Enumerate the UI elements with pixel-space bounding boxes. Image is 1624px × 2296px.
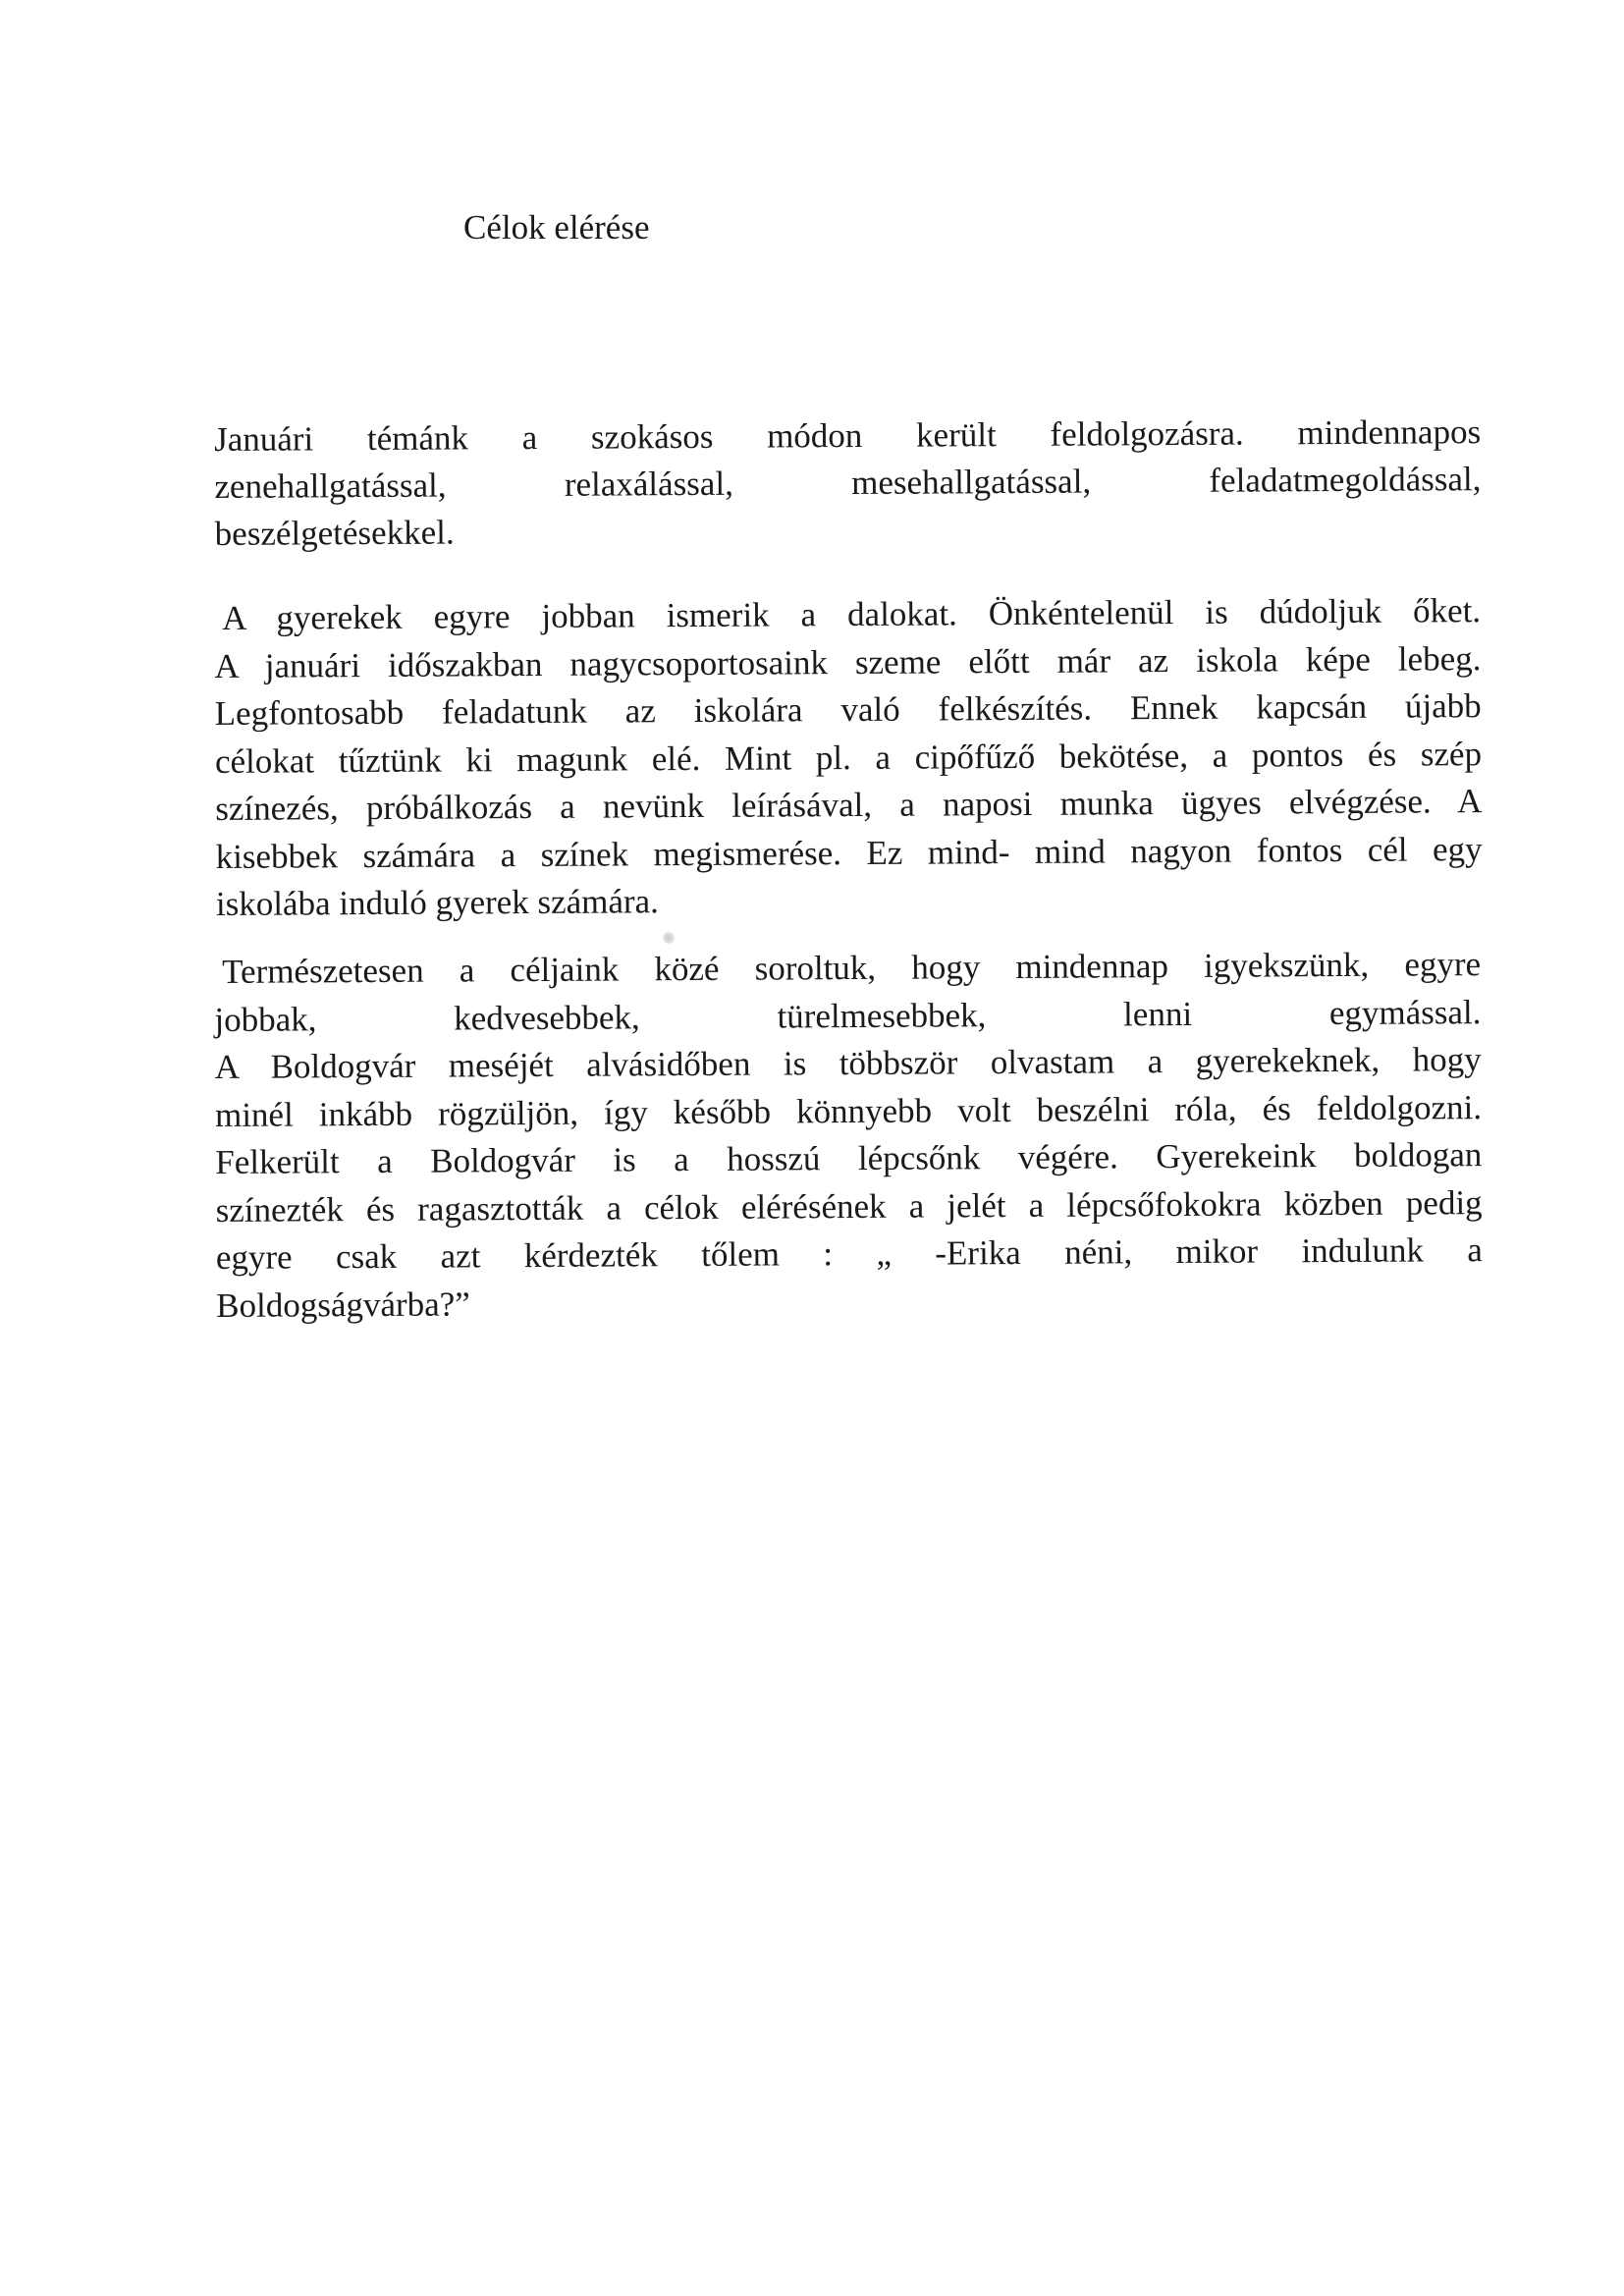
paragraph-line: Természetesen a céljaink közé soroltuk, hogy mindennap igyekszünk, egyre [222, 945, 1482, 991]
paragraph-line: Januári témánk a szokásos módon került feldolgozásra. mindennapos [214, 412, 1482, 459]
paragraph-line: színezés, próbálkozás a nevünk leírásával, a naposi munka ügyes elvégzése. A [215, 782, 1483, 828]
paragraph-line: Legfontosabb feladatunk az iskolára való felkészítés. Ennek kapcsán újabb [214, 686, 1482, 733]
paragraph-2 [214, 587, 1483, 928]
paragraph-line: Boldogságvárba?” [216, 1284, 470, 1325]
paragraph-line: Felkerült a Boldogvár is a hosszú lépcsőnk végére. Gyerekeink boldogan [215, 1135, 1483, 1181]
paragraph-3 [214, 941, 1483, 1330]
paragraph-line: minél inkább rögzüljön, így később könnyebb volt beszélni róla, és feldolgozni. [214, 1087, 1483, 1134]
paragraph-line: beszélgetésekkel. [214, 513, 455, 553]
paragraph-line: kisebbek számára a színek megismerése. Ez mind- mind nagyon fontos cél egy [215, 829, 1483, 876]
paragraph-line: A januári időszakban nagycsoportosaink szeme előtt már az iskola képe lebeg. [214, 638, 1482, 685]
paragraph-line: A Boldogvár meséjét alvásidőben is többször olvastam a gyerekeknek, hogy [214, 1040, 1482, 1086]
paragraph-line: célokat tűztünk ki magunk elé. Mint pl. a cipőfűző bekötése, a pontos és szép [214, 734, 1483, 781]
paragraph-line: jobbak, kedvesebbek, türelmesebbek, lenni egymással. [214, 992, 1482, 1039]
paragraph-line: A gyerekek egyre jobban ismerik a dalokat. Önkéntelenül is dúdoljuk őket. [222, 591, 1482, 637]
paragraph-1 [214, 409, 1482, 558]
paragraph-line: egyre csak azt kérdezték tőlem : „ -Erika néni, mikor indulunk a [215, 1230, 1484, 1277]
scan-speck [663, 931, 675, 945]
paragraph-line: zenehallgatással, relaxálással, mesehallgatással, feladatmegoldással, [214, 460, 1482, 506]
paragraph-line: iskolába induló gyerek számára. [215, 882, 659, 923]
document-title: Célok elérése [463, 208, 650, 246]
paragraph-line: színezték és ragasztották a célok elérésének a jelét a lépcsőfokokra közben pedig [215, 1182, 1483, 1230]
